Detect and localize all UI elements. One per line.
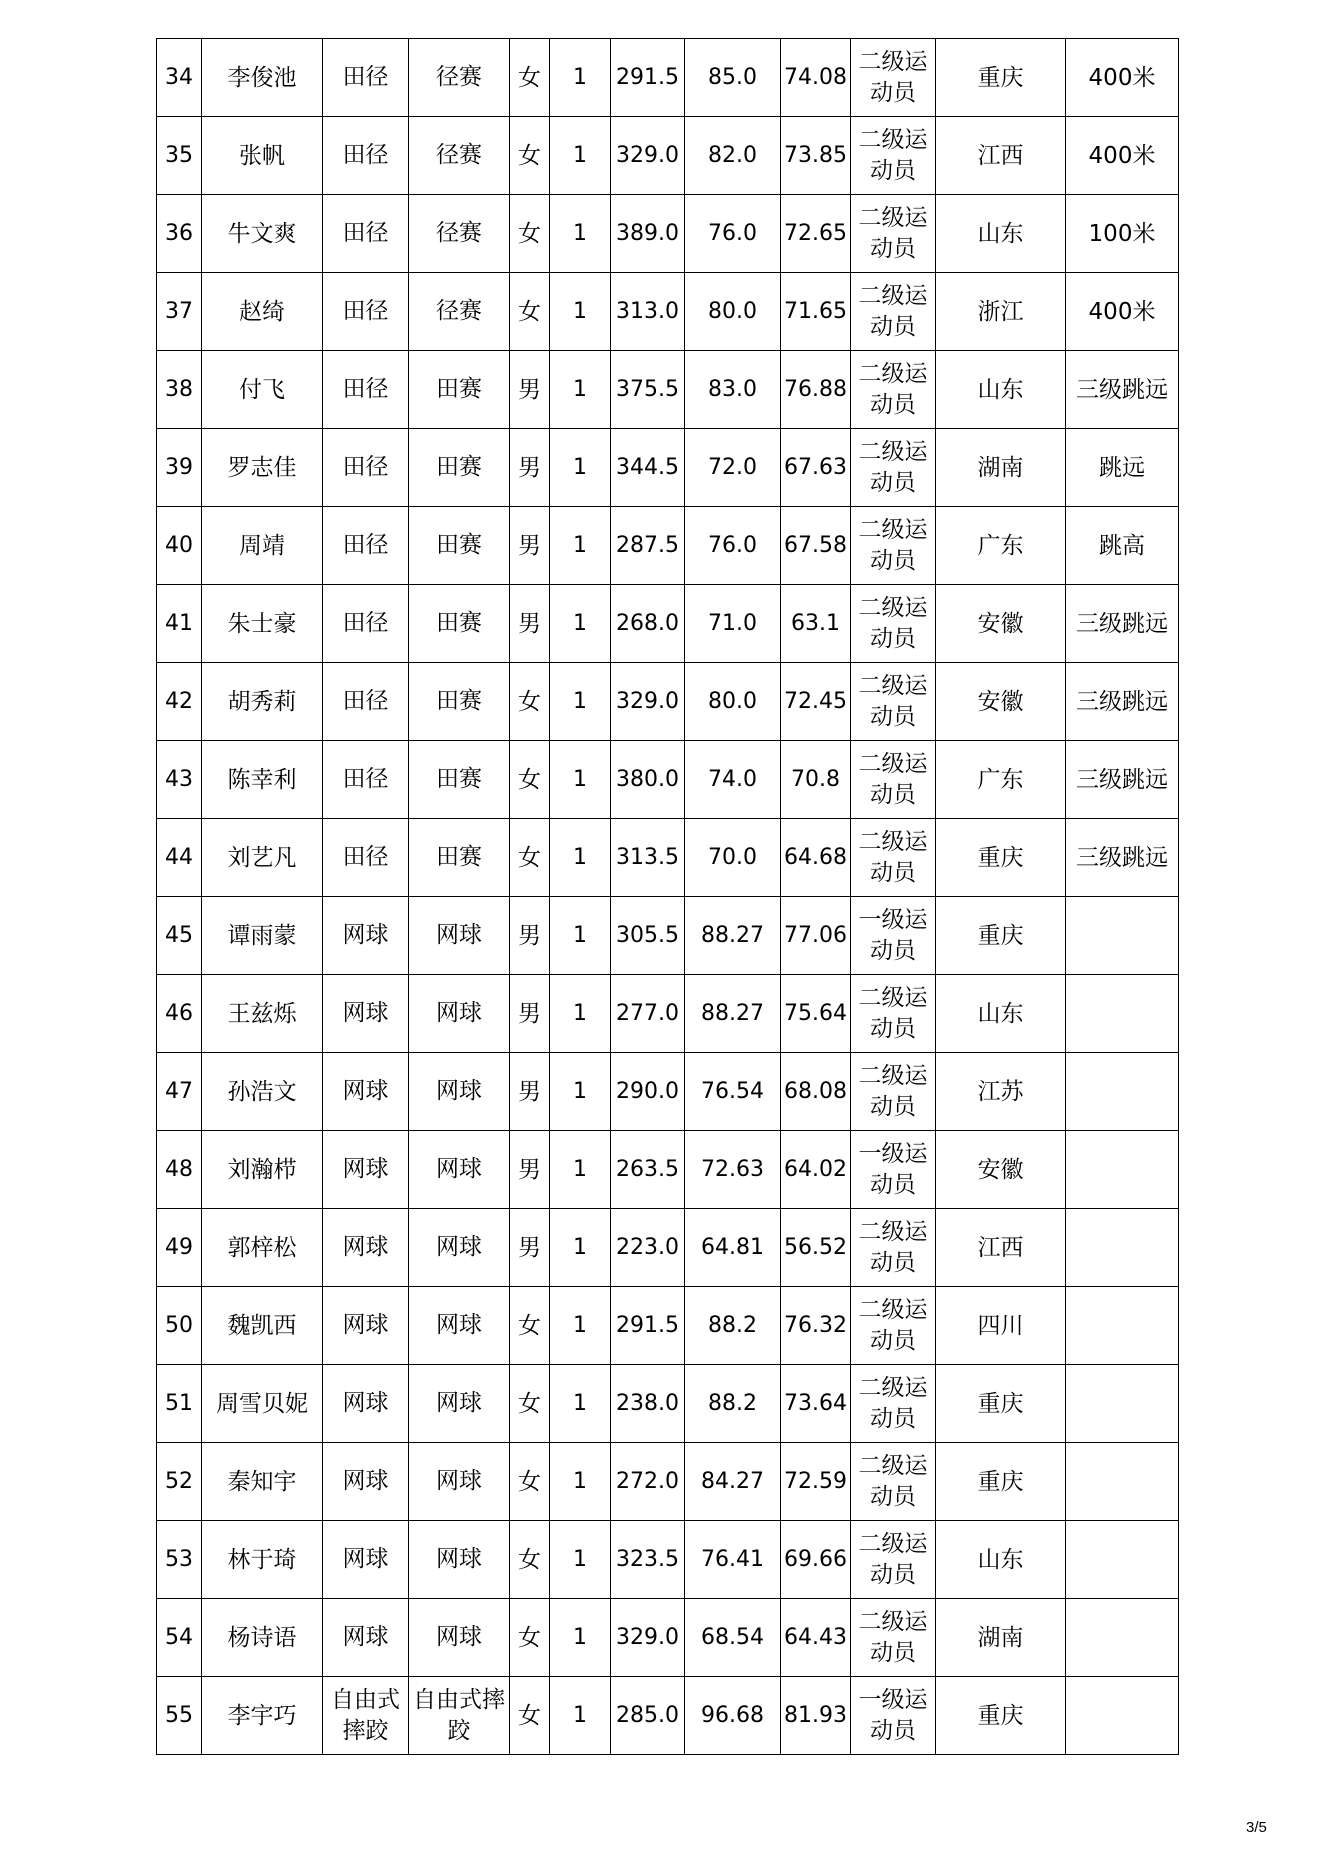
cell-score-2: 82.0 [685,117,781,195]
cell-event-item [1066,1599,1179,1677]
cell-region: 山东 [936,351,1066,429]
cell-sport: 田径 [323,585,409,663]
cell-gender: 男 [510,429,550,507]
table-row [157,195,1179,273]
cell-athlete-level: 二级运动员 [851,507,936,585]
cell-gender: 女 [510,819,550,897]
cell-count: 1 [550,897,611,975]
cell-region: 安徽 [936,663,1066,741]
cell-total: 67.63 [781,429,851,507]
table-row [157,1131,1179,1209]
cell-gender: 女 [510,1677,550,1755]
cell-athlete-level: 二级运动员 [851,1053,936,1131]
cell-count: 1 [550,429,611,507]
cell-gender: 女 [510,1521,550,1599]
cell-gender: 男 [510,975,550,1053]
cell-gender: 女 [510,117,550,195]
athlete-table [156,38,1179,1755]
cell-region: 湖南 [936,429,1066,507]
cell-total: 71.65 [781,273,851,351]
cell-score-1: 268.0 [611,585,685,663]
cell-count: 1 [550,1131,611,1209]
cell-score-2: 74.0 [685,741,781,819]
cell-event: 径赛 [409,195,510,273]
cell-sport: 网球 [323,1443,409,1521]
cell-name: 牛文爽 [202,195,323,273]
cell-number: 37 [157,273,202,351]
cell-score-2: 76.0 [685,507,781,585]
cell-name: 周雪贝妮 [202,1365,323,1443]
cell-count: 1 [550,1521,611,1599]
cell-number: 50 [157,1287,202,1365]
cell-region: 江西 [936,117,1066,195]
cell-region: 安徽 [936,585,1066,663]
cell-event: 田赛 [409,819,510,897]
cell-event: 径赛 [409,39,510,117]
cell-event-item [1066,975,1179,1053]
cell-score-2: 68.54 [685,1599,781,1677]
cell-total: 74.08 [781,39,851,117]
cell-total: 68.08 [781,1053,851,1131]
cell-region: 四川 [936,1287,1066,1365]
cell-gender: 女 [510,741,550,819]
cell-number: 35 [157,117,202,195]
cell-total: 72.65 [781,195,851,273]
cell-number: 42 [157,663,202,741]
cell-name: 胡秀莉 [202,663,323,741]
cell-gender: 男 [510,1131,550,1209]
cell-total: 64.68 [781,819,851,897]
cell-score-2: 72.63 [685,1131,781,1209]
cell-region: 重庆 [936,39,1066,117]
cell-athlete-level: 二级运动员 [851,819,936,897]
cell-name: 郭梓松 [202,1209,323,1287]
cell-name: 杨诗语 [202,1599,323,1677]
table-row [157,897,1179,975]
cell-athlete-level: 二级运动员 [851,663,936,741]
cell-name: 朱士豪 [202,585,323,663]
cell-score-1: 380.0 [611,741,685,819]
cell-gender: 男 [510,507,550,585]
cell-event-item: 跳远 [1066,429,1179,507]
cell-sport: 田径 [323,117,409,195]
cell-event: 网球 [409,897,510,975]
cell-score-1: 285.0 [611,1677,685,1755]
cell-sport: 网球 [323,1131,409,1209]
cell-event: 网球 [409,1287,510,1365]
cell-event-item [1066,1443,1179,1521]
cell-gender: 女 [510,663,550,741]
cell-region: 浙江 [936,273,1066,351]
cell-score-2: 71.0 [685,585,781,663]
cell-total: 67.58 [781,507,851,585]
cell-sport: 田径 [323,39,409,117]
cell-gender: 女 [510,195,550,273]
cell-event-item: 400米 [1066,117,1179,195]
cell-name: 林于琦 [202,1521,323,1599]
cell-event-item: 100米 [1066,195,1179,273]
cell-event-item [1066,1053,1179,1131]
cell-region: 重庆 [936,1443,1066,1521]
cell-score-1: 263.5 [611,1131,685,1209]
cell-event-item [1066,1365,1179,1443]
cell-sport: 田径 [323,741,409,819]
cell-event-item [1066,1521,1179,1599]
cell-score-1: 290.0 [611,1053,685,1131]
cell-name: 秦知宇 [202,1443,323,1521]
cell-athlete-level: 二级运动员 [851,975,936,1053]
cell-total: 76.32 [781,1287,851,1365]
cell-number: 46 [157,975,202,1053]
cell-score-2: 76.41 [685,1521,781,1599]
cell-gender: 男 [510,1053,550,1131]
cell-region: 重庆 [936,1677,1066,1755]
cell-event: 田赛 [409,663,510,741]
athlete-table-body [157,39,1179,1755]
cell-region: 山东 [936,975,1066,1053]
cell-number: 48 [157,1131,202,1209]
cell-count: 1 [550,1053,611,1131]
cell-score-2: 80.0 [685,663,781,741]
cell-region: 安徽 [936,1131,1066,1209]
table-row [157,975,1179,1053]
cell-score-2: 88.27 [685,897,781,975]
cell-name: 魏凯西 [202,1287,323,1365]
cell-sport: 网球 [323,1365,409,1443]
cell-count: 1 [550,585,611,663]
cell-sport: 田径 [323,195,409,273]
table-row [157,1677,1179,1755]
cell-count: 1 [550,1209,611,1287]
cell-athlete-level: 二级运动员 [851,1599,936,1677]
cell-score-2: 88.2 [685,1365,781,1443]
cell-number: 55 [157,1677,202,1755]
cell-count: 1 [550,1599,611,1677]
cell-sport: 田径 [323,273,409,351]
cell-name: 刘艺凡 [202,819,323,897]
cell-count: 1 [550,117,611,195]
cell-event-item: 三级跳远 [1066,741,1179,819]
cell-number: 38 [157,351,202,429]
cell-score-1: 305.5 [611,897,685,975]
cell-score-1: 272.0 [611,1443,685,1521]
cell-sport: 田径 [323,429,409,507]
cell-sport: 网球 [323,1287,409,1365]
cell-sport: 田径 [323,663,409,741]
cell-gender: 女 [510,1287,550,1365]
table-row [157,1443,1179,1521]
cell-event: 网球 [409,1209,510,1287]
cell-athlete-level: 二级运动员 [851,429,936,507]
table-row [157,741,1179,819]
cell-event-item: 400米 [1066,39,1179,117]
table-row [157,117,1179,195]
page-number: 3/5 [1246,1819,1267,1836]
cell-event: 田赛 [409,507,510,585]
table-row [157,1521,1179,1599]
cell-total: 70.8 [781,741,851,819]
cell-total: 64.02 [781,1131,851,1209]
cell-score-1: 344.5 [611,429,685,507]
cell-number: 51 [157,1365,202,1443]
cell-athlete-level: 二级运动员 [851,351,936,429]
cell-event: 径赛 [409,273,510,351]
table-row [157,1287,1179,1365]
cell-name: 李俊池 [202,39,323,117]
cell-sport: 自由式摔跤 [323,1677,409,1755]
cell-name: 刘瀚栉 [202,1131,323,1209]
cell-gender: 女 [510,1443,550,1521]
cell-event: 网球 [409,975,510,1053]
cell-number: 36 [157,195,202,273]
cell-score-2: 64.81 [685,1209,781,1287]
table-row [157,663,1179,741]
cell-event-item: 400米 [1066,273,1179,351]
cell-athlete-level: 二级运动员 [851,195,936,273]
cell-count: 1 [550,39,611,117]
cell-event: 田赛 [409,351,510,429]
cell-number: 41 [157,585,202,663]
cell-total: 77.06 [781,897,851,975]
cell-score-2: 88.2 [685,1287,781,1365]
cell-event: 田赛 [409,585,510,663]
cell-number: 39 [157,429,202,507]
cell-gender: 女 [510,1599,550,1677]
cell-region: 重庆 [936,1365,1066,1443]
cell-event-item: 三级跳远 [1066,819,1179,897]
cell-athlete-level: 二级运动员 [851,117,936,195]
cell-region: 广东 [936,741,1066,819]
table-row [157,273,1179,351]
cell-event: 径赛 [409,117,510,195]
cell-score-1: 323.5 [611,1521,685,1599]
cell-score-2: 72.0 [685,429,781,507]
cell-event: 网球 [409,1365,510,1443]
cell-event-item [1066,1287,1179,1365]
cell-score-1: 313.0 [611,273,685,351]
cell-region: 重庆 [936,897,1066,975]
cell-count: 1 [550,195,611,273]
cell-event-item: 三级跳远 [1066,585,1179,663]
cell-event-item [1066,1131,1179,1209]
cell-score-1: 277.0 [611,975,685,1053]
cell-event-item [1066,897,1179,975]
cell-name: 孙浩文 [202,1053,323,1131]
cell-event: 网球 [409,1599,510,1677]
cell-score-1: 238.0 [611,1365,685,1443]
cell-region: 山东 [936,195,1066,273]
cell-sport: 网球 [323,1521,409,1599]
cell-score-2: 76.54 [685,1053,781,1131]
cell-count: 1 [550,741,611,819]
cell-total: 63.1 [781,585,851,663]
cell-score-1: 329.0 [611,117,685,195]
cell-number: 40 [157,507,202,585]
cell-score-1: 313.5 [611,819,685,897]
cell-score-2: 85.0 [685,39,781,117]
cell-region: 重庆 [936,819,1066,897]
cell-athlete-level: 二级运动员 [851,585,936,663]
cell-athlete-level: 二级运动员 [851,273,936,351]
cell-event: 网球 [409,1521,510,1599]
cell-athlete-level: 二级运动员 [851,1443,936,1521]
cell-event: 田赛 [409,741,510,819]
cell-name: 陈幸利 [202,741,323,819]
cell-total: 73.85 [781,117,851,195]
cell-event: 田赛 [409,429,510,507]
cell-gender: 男 [510,351,550,429]
cell-score-1: 329.0 [611,1599,685,1677]
cell-score-1: 291.5 [611,1287,685,1365]
cell-total: 69.66 [781,1521,851,1599]
cell-athlete-level: 二级运动员 [851,1287,936,1365]
cell-region: 湖南 [936,1599,1066,1677]
cell-athlete-level: 一级运动员 [851,897,936,975]
cell-athlete-level: 二级运动员 [851,1365,936,1443]
cell-total: 72.45 [781,663,851,741]
table-row [157,819,1179,897]
cell-sport: 网球 [323,1209,409,1287]
cell-number: 53 [157,1521,202,1599]
cell-event-item: 三级跳远 [1066,351,1179,429]
cell-athlete-level: 二级运动员 [851,741,936,819]
cell-number: 34 [157,39,202,117]
cell-name: 赵绮 [202,273,323,351]
cell-score-1: 389.0 [611,195,685,273]
table-row [157,351,1179,429]
cell-score-2: 76.0 [685,195,781,273]
cell-score-2: 84.27 [685,1443,781,1521]
cell-name: 罗志佳 [202,429,323,507]
cell-total: 73.64 [781,1365,851,1443]
cell-athlete-level: 一级运动员 [851,1677,936,1755]
cell-sport: 田径 [323,819,409,897]
cell-event-item [1066,1677,1179,1755]
cell-sport: 田径 [323,507,409,585]
cell-count: 1 [550,507,611,585]
cell-athlete-level: 二级运动员 [851,39,936,117]
cell-event-item: 三级跳远 [1066,663,1179,741]
cell-score-2: 96.68 [685,1677,781,1755]
table-row [157,39,1179,117]
cell-count: 1 [550,351,611,429]
cell-count: 1 [550,1443,611,1521]
cell-number: 45 [157,897,202,975]
cell-gender: 男 [510,1209,550,1287]
cell-count: 1 [550,1365,611,1443]
cell-number: 52 [157,1443,202,1521]
cell-score-1: 223.0 [611,1209,685,1287]
cell-region: 广东 [936,507,1066,585]
cell-number: 44 [157,819,202,897]
cell-total: 81.93 [781,1677,851,1755]
cell-score-2: 83.0 [685,351,781,429]
cell-event: 网球 [409,1131,510,1209]
cell-athlete-level: 二级运动员 [851,1521,936,1599]
cell-name: 李宇巧 [202,1677,323,1755]
cell-count: 1 [550,1677,611,1755]
cell-gender: 女 [510,39,550,117]
cell-name: 谭雨蒙 [202,897,323,975]
table-row [157,1209,1179,1287]
cell-number: 47 [157,1053,202,1131]
cell-score-2: 80.0 [685,273,781,351]
cell-score-1: 291.5 [611,39,685,117]
cell-name: 张帆 [202,117,323,195]
cell-total: 72.59 [781,1443,851,1521]
cell-gender: 女 [510,273,550,351]
cell-count: 1 [550,975,611,1053]
cell-number: 54 [157,1599,202,1677]
cell-sport: 网球 [323,897,409,975]
cell-region: 江苏 [936,1053,1066,1131]
cell-event: 自由式摔跤 [409,1677,510,1755]
table-row [157,429,1179,507]
cell-number: 43 [157,741,202,819]
cell-total: 75.64 [781,975,851,1053]
cell-score-1: 329.0 [611,663,685,741]
cell-count: 1 [550,663,611,741]
cell-sport: 网球 [323,1053,409,1131]
cell-event: 网球 [409,1053,510,1131]
cell-event-item [1066,1209,1179,1287]
cell-name: 王兹烁 [202,975,323,1053]
cell-name: 周靖 [202,507,323,585]
cell-score-1: 375.5 [611,351,685,429]
cell-score-2: 88.27 [685,975,781,1053]
cell-score-1: 287.5 [611,507,685,585]
cell-name: 付飞 [202,351,323,429]
cell-score-2: 70.0 [685,819,781,897]
cell-sport: 网球 [323,975,409,1053]
table-row [157,1053,1179,1131]
cell-event-item: 跳高 [1066,507,1179,585]
cell-count: 1 [550,1287,611,1365]
cell-athlete-level: 二级运动员 [851,1209,936,1287]
cell-gender: 男 [510,897,550,975]
table-row [157,1365,1179,1443]
cell-total: 64.43 [781,1599,851,1677]
cell-event: 网球 [409,1443,510,1521]
cell-sport: 网球 [323,1599,409,1677]
table-row [157,1599,1179,1677]
table-row [157,507,1179,585]
cell-gender: 男 [510,585,550,663]
cell-count: 1 [550,819,611,897]
table-row [157,585,1179,663]
cell-total: 56.52 [781,1209,851,1287]
cell-sport: 田径 [323,351,409,429]
cell-athlete-level: 一级运动员 [851,1131,936,1209]
cell-region: 江西 [936,1209,1066,1287]
cell-gender: 女 [510,1365,550,1443]
cell-count: 1 [550,273,611,351]
cell-region: 山东 [936,1521,1066,1599]
cell-number: 49 [157,1209,202,1287]
cell-total: 76.88 [781,351,851,429]
